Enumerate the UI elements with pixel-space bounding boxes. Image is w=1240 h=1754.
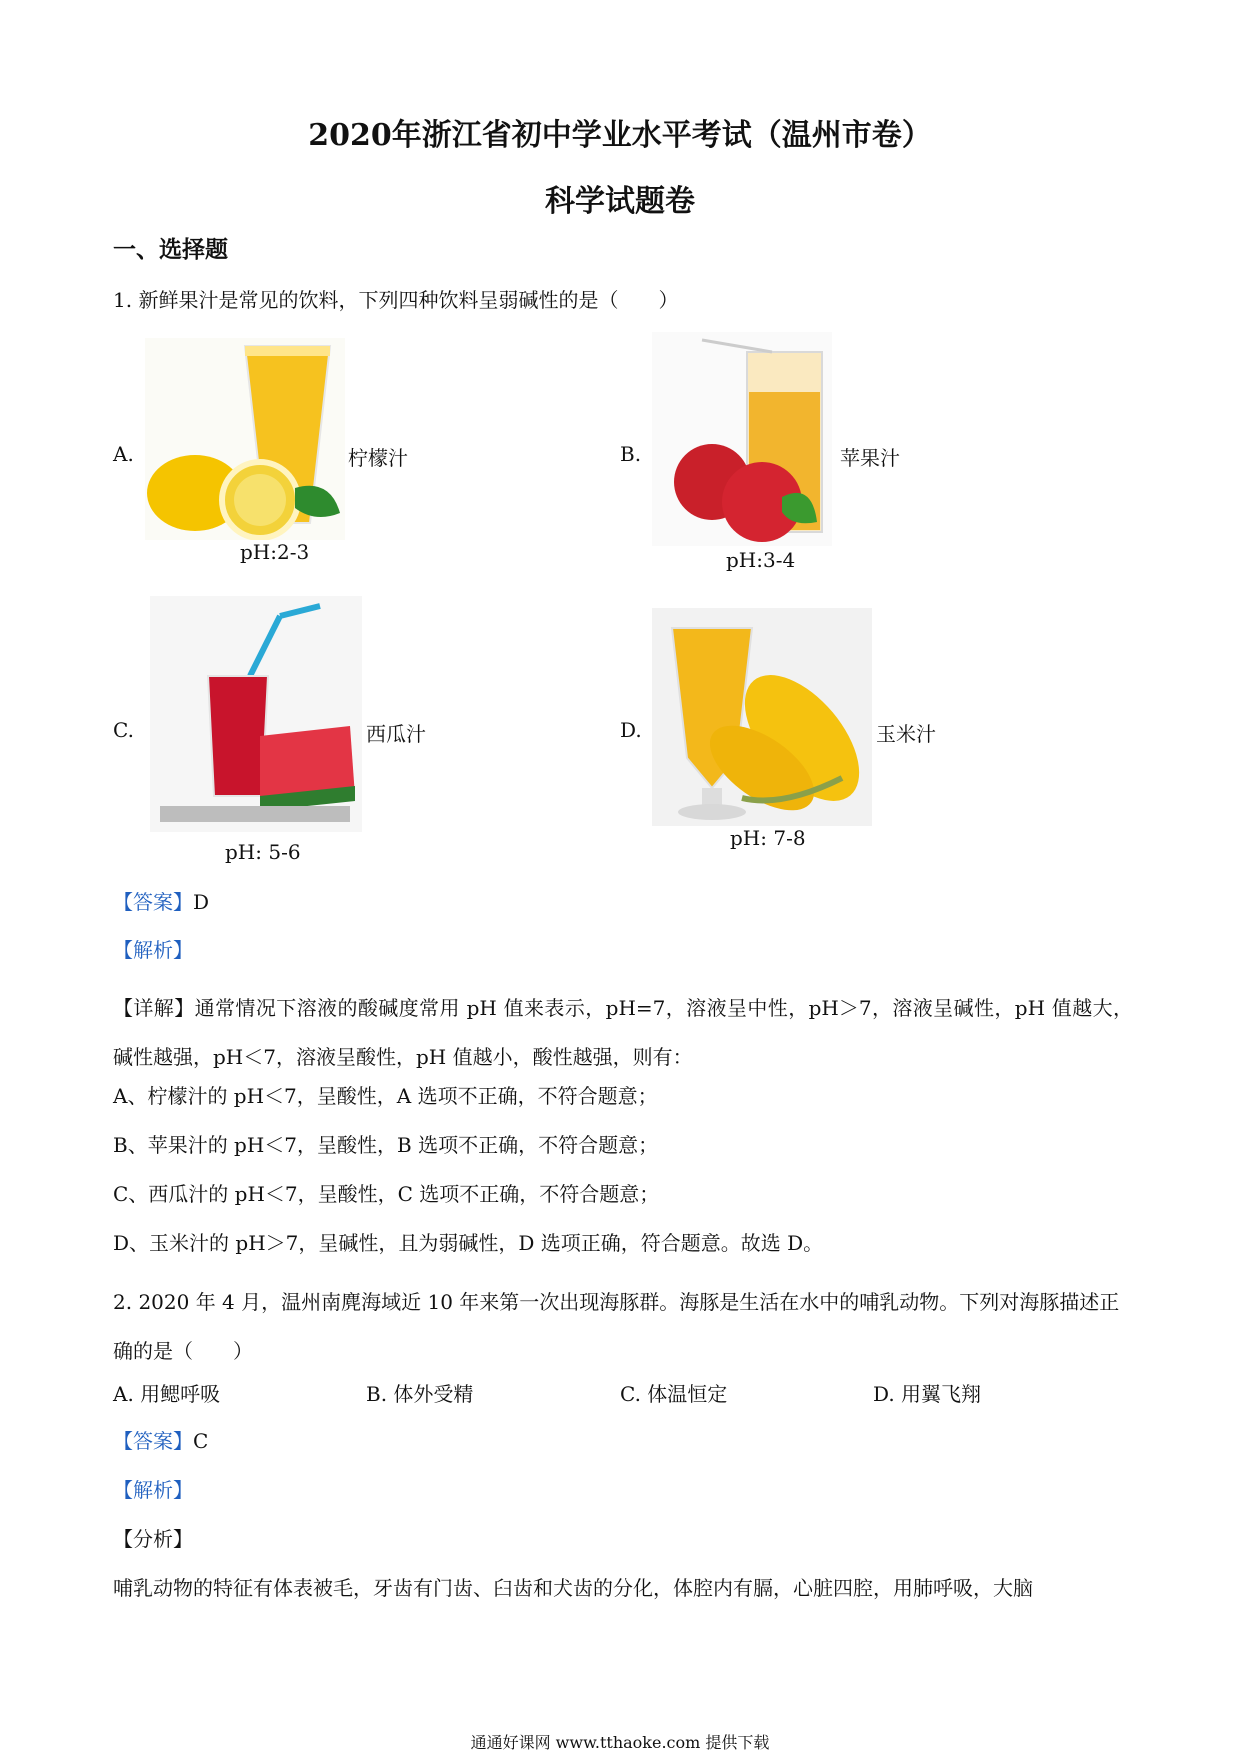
question-1-stem: 1. 新鲜果汁是常见的饮料，下列四种饮料呈弱碱性的是（ ） bbox=[113, 288, 679, 312]
option-c-ph: pH: 5-6 bbox=[225, 840, 301, 864]
question-2-stem: 2. 2020 年 4 月，温州南麂海域近 10 年来第一次出现海豚群。海豚是生活在水中的哺乳动物。下列对海豚描述正确的是（ ） bbox=[113, 1290, 1120, 1363]
q2-answer bbox=[113, 1427, 208, 1455]
q1-analysis-label: 【解析】 bbox=[113, 938, 193, 962]
q1-line-a: A、柠檬汁的 pH＜7，呈酸性，A 选项不正确，不符合题意； bbox=[113, 1084, 658, 1108]
watermelon-juice-image bbox=[150, 596, 362, 832]
q2-choice-c: C. 体温恒定 bbox=[620, 1382, 728, 1406]
answer-label: 【答案】 bbox=[113, 1429, 193, 1453]
section-heading: 一、选择题 bbox=[113, 236, 228, 263]
detail-label: 【详解】 bbox=[113, 996, 195, 1020]
option-b-ph: pH:3-4 bbox=[726, 548, 796, 572]
apple-juice-image bbox=[652, 332, 832, 546]
option-a-letter: A. bbox=[113, 442, 134, 466]
lemon-juice-image bbox=[145, 338, 345, 540]
answer-value: D bbox=[193, 890, 210, 914]
option-c-letter: C. bbox=[113, 718, 134, 742]
option-d-letter: D. bbox=[620, 718, 642, 742]
q2-analysis-label: 【解析】 bbox=[113, 1478, 193, 1502]
q1-line-d: D、玉米汁的 pH＞7，呈碱性，且为弱碱性，D 选项正确，符合题意。故选 D。 bbox=[113, 1231, 824, 1255]
answer-value: C bbox=[193, 1429, 209, 1453]
page-subtitle: 科学试题卷 bbox=[545, 184, 695, 219]
page-footer: 通通好课网 www.tthaoke.com 提供下载 bbox=[470, 1733, 770, 1752]
corn-juice-image bbox=[652, 608, 872, 826]
detail-text: 通常情况下溶液的酸碱度常用 pH 值来表示，pH=7，溶液呈中性，pH＞7，溶液呈碱性，pH 值越大，碱性越强，pH＜7，溶液呈酸性，pH 值越小，酸性越强，则有： bbox=[113, 996, 1134, 1069]
option-b-name: 苹果汁 bbox=[840, 446, 900, 470]
q1-detail bbox=[113, 984, 1133, 1082]
page-title: 2020年浙江省初中学业水平考试（温州市卷） bbox=[308, 118, 932, 153]
q1-line-b: B、苹果汁的 pH＜7，呈酸性，B 选项不正确，不符合题意； bbox=[113, 1133, 659, 1157]
q1-line-c: C、西瓜汁的 pH＜7，呈酸性，C 选项不正确，不符合题意； bbox=[113, 1182, 660, 1206]
q2-choice-b: B. 体外受精 bbox=[366, 1382, 474, 1406]
q2-choice-d: D. 用翼飞翔 bbox=[873, 1382, 982, 1406]
q1-answer bbox=[113, 888, 209, 916]
option-b-letter: B. bbox=[620, 442, 642, 466]
q2-fenxi-text: 哺乳动物的特征有体表被毛，牙齿有门齿、臼齿和犬齿的分化，体腔内有膈，心脏四腔，用肺呼吸，大脑 bbox=[113, 1576, 1033, 1600]
answer-label: 【答案】 bbox=[113, 890, 193, 914]
q2-fenxi-label: 【分析】 bbox=[113, 1527, 193, 1551]
option-a-ph: pH:2-3 bbox=[240, 540, 310, 564]
option-d-name: 玉米汁 bbox=[876, 722, 936, 746]
option-c-name: 西瓜汁 bbox=[366, 722, 426, 746]
option-d-ph: pH: 7-8 bbox=[730, 826, 806, 850]
option-a-name: 柠檬汁 bbox=[348, 446, 408, 470]
q2-choice-a: A. 用鳃呼吸 bbox=[113, 1382, 221, 1406]
